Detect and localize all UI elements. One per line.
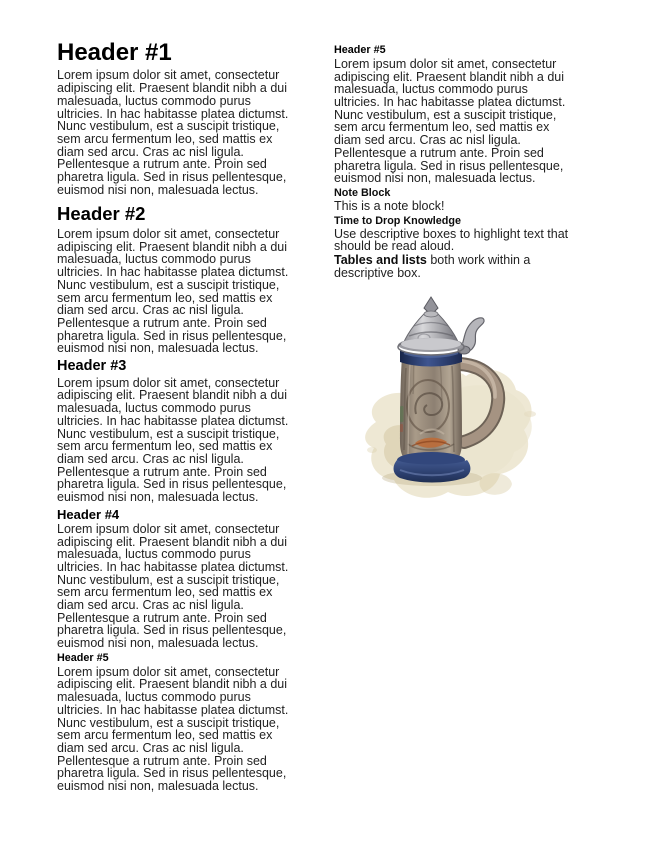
knowledge-label: Time to Drop Knowledge xyxy=(334,214,461,227)
tables-lists-bold: Tables and lists xyxy=(334,253,427,268)
knowledge-text: Use descriptive boxes to highlight text that should be read aloud. xyxy=(334,226,569,254)
section-heading-5: Header #5 xyxy=(57,651,109,664)
tables-lists-text xyxy=(334,254,602,279)
right-column xyxy=(334,42,602,280)
section-heading-1: Header #1 xyxy=(57,39,172,66)
note-block-text: This is a note block! xyxy=(334,198,445,213)
tables-lists-rest: both work within a descriptive box. xyxy=(334,253,531,280)
section-4-paragraph: Lorem ipsum dolor sit amet, consectetur adipiscing elit. Praesent blandit nibh a dui malesuada, luctus commodo purus ultricies. In hac habitasse platea dictumst. Nunc vestibulum, est a suscipit tristique, sem arcu fermentum leo, sed mattis ex diam sed arcu. Cras ac nisl ligula. Pellentesque a rutrum ante. Proin sed pharetra ligula. Sed in risus pellentesque, euismod nisi non, malesuada lectus. xyxy=(57,521,289,651)
stein-lid xyxy=(398,297,484,355)
note-block-label: Note Block xyxy=(334,186,391,199)
stein-base xyxy=(394,452,471,483)
section-heading-4: Header #4 xyxy=(57,506,120,522)
section-5b-paragraph: Lorem ipsum dolor sit amet, consectetur adipiscing elit. Praesent blandit nibh a dui malesuada, luctus commodo purus ultricies. In hac habitasse platea dictumst. Nunc vestibulum, est a suscipit tristique, sem arcu fermentum leo, sed mattis ex diam sed arcu. Cras ac nisl ligula. Pellentesque a rutrum ante. Proin sed pharetra ligula. Sed in risus pellentesque, euismod nisi non, malesuada lectus. xyxy=(334,56,566,186)
beer-stein-illustration xyxy=(334,294,594,506)
section-3-paragraph: Lorem ipsum dolor sit amet, consectetur adipiscing elit. Praesent blandit nibh a dui malesuada, luctus commodo purus ultricies. In hac habitasse platea dictumst. Nunc vestibulum, est a suscipit tristique, sem arcu fermentum leo, sed mattis ex diam sed arcu. Cras ac nisl ligula. Pellentesque a rutrum ante. Proin sed pharetra ligula. Sed in risus pellentesque, euismod nisi non, malesuada lectus. xyxy=(57,375,289,505)
section-heading-3: Header #3 xyxy=(57,358,127,375)
section-heading-2: Header #2 xyxy=(57,203,146,225)
section-2-paragraph: Lorem ipsum dolor sit amet, consectetur adipiscing elit. Praesent blandit nibh a dui malesuada, luctus commodo purus ultricies. In hac habitasse platea dictumst. Nunc vestibulum, est a suscipit tristique, sem arcu fermentum leo, sed mattis ex diam sed arcu. Cras ac nisl ligula. Pellentesque a rutrum ante. Proin sed pharetra ligula. Sed in risus pellentesque, euismod nisi non, malesuada lectus. xyxy=(57,227,289,356)
section-1-paragraph: Lorem ipsum dolor sit amet, consectetur adipiscing elit. Praesent blandit nibh a dui malesuada, luctus commodo purus ultricies. In hac habitasse platea dictumst. Nunc vestibulum, est a suscipit tristique, sem arcu fermentum leo, sed mattis ex diam sed arcu. Cras ac nisl ligula. Pellentesque a rutrum ante. Proin sed pharetra ligula. Sed in risus pellentesque, euismod nisi non, malesuada lectus. xyxy=(57,68,289,197)
section-5-paragraph: Lorem ipsum dolor sit amet, consectetur adipiscing elit. Praesent blandit nibh a dui malesuada, luctus commodo purus ultricies. In hac habitasse platea dictumst. Nunc vestibulum, est a suscipit tristique, sem arcu fermentum leo, sed mattis ex diam sed arcu. Cras ac nisl ligula. Pellentesque a rutrum ante. Proin sed pharetra ligula. Sed in risus pellentesque, euismod nisi non, malesuada lectus. xyxy=(57,664,289,794)
section-heading-5b: Header #5 xyxy=(334,44,386,56)
left-column xyxy=(57,40,325,794)
stein-body xyxy=(400,356,462,462)
